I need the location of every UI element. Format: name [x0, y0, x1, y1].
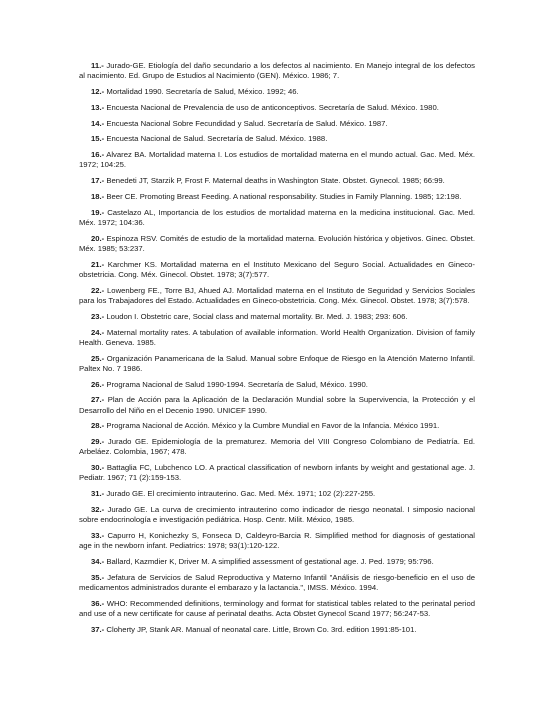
reference-number: 30.- — [91, 463, 105, 473]
reference-text: Jurado GE. El crecimiento intrauterino. Gac. Med. Méx. 1971; 102 (2):227-255. — [106, 489, 376, 499]
reference-text: Programa Nacional de Acción. México y la Cumbre Mundial en Favor de la Infancia. México 1991. — [106, 421, 440, 431]
reference-item — [79, 312, 475, 322]
reference-item — [79, 286, 475, 306]
reference-number: 15.- — [91, 134, 105, 144]
reference-text: Jurado GE. La curva de crecimiento intrauterino como indicador de riesgo neonatal. I simposio nacional sobre endocrinología e investigación pediátrica. Hosp. Centr. Milit. México, 1985. — [79, 504, 475, 525]
reference-number: 26.- — [91, 379, 105, 389]
reference-text: Beer CE. Promoting Breast Feeding. A national responsability. Studies in Family Planning. 1985; 12:198. — [106, 191, 462, 201]
reference-number: 12.- — [91, 87, 105, 96]
reference-item — [79, 463, 475, 483]
reference-item — [79, 531, 475, 551]
reference-text: Loudon I. Obstetric care, Social class and maternal mortality. Br. Med. J. 1983; 293: 606. — [106, 311, 408, 321]
reference-text: Maternal mortality rates. A tabulation of available information. World Health Organization. Division of family Health. Geneva. 1985. — [79, 327, 475, 347]
reference-number: 27.- — [91, 395, 105, 405]
reference-item — [79, 192, 475, 202]
reference-number: 14.- — [91, 118, 105, 128]
reference-number: 29.- — [91, 437, 105, 447]
reference-text: Programa Nacional de Salud 1990-1994. Secretaría de Salud, México. 1990. — [106, 379, 368, 389]
reference-text: Encuesta Nacional de Salud. Secretaría de Salud. México. 1988. — [106, 134, 328, 144]
reference-item — [79, 489, 475, 499]
reference-number: 35.- — [91, 572, 105, 582]
reference-number: 34.- — [91, 556, 105, 566]
reference-text: Mortalidad 1990. Secretaría de Salud, México. 1992; 46. — [106, 87, 299, 96]
reference-number: 33.- — [91, 530, 105, 540]
reference-item — [79, 557, 475, 567]
reference-text: Jefatura de Servicios de Salud Reproductiva y Materno Infantil "Análisis de riesgo-beneficio en el uso de medicamentos administrados durante el embarazo y la lactancia.", IMSS. México. 1994. — [79, 572, 476, 592]
reference-item — [79, 505, 475, 525]
reference-text: Battaglia FC, Lubchenco LO. A practical classification of newborn infants by weight and gestational age. J. Pediatr. 1967; 71 (2):159-153. — [79, 463, 476, 483]
reference-item — [79, 134, 475, 144]
reference-number: 21.- — [91, 259, 105, 269]
reference-number: 13.- — [91, 102, 105, 112]
reference-text: Benedeti JT, Starzik P, Frost F. Maternal deaths in Washington State. Obstet. Gynecol. 1985; 66:99. — [106, 176, 445, 186]
reference-text: Plan de Acción para la Aplicación de la Declaración Mundial sobre la Supervivencia, la Protección y el Desarrollo del Niño en el Decenio 1990. UNICEF 1990. — [79, 395, 475, 415]
reference-number: 31.- — [91, 489, 105, 499]
reference-text: Cloherty JP, Stank AR. Manual of neonatal care. Little, Brown Co. 3rd. edition 1991:85-101. — [106, 624, 417, 634]
reference-item — [79, 208, 475, 228]
reference-item — [79, 437, 475, 457]
reference-text: Capurro H, Konichezky S, Fonseca D, Caldeyro-Barcia R. Simplified method for diagnosis of gestational age in the newborn infant. Pediatrics: 1978; 93(1):120-122. — [79, 530, 475, 551]
reference-item — [79, 150, 475, 170]
reference-text: Jurado-GE. Etiología del daño secundario a los defectos al nacimiento. En Manejo integral de los defectos al nacimiento. Ed. Grupo de Estudios al Nacimiento (GEN). México. 1986; 7. — [79, 61, 475, 81]
reference-item — [79, 176, 475, 186]
reference-number: 24.- — [91, 327, 105, 337]
reference-item — [79, 395, 475, 415]
reference-text: Castelazo AL, Importancia de los estudios de mortalidad materna en la medicina institucional. Gac. Med. Méx. 1972; 104:36. — [79, 207, 475, 227]
reference-text: Karchmer KS. Mortalidad materna en el Instituto Mexicano del Seguro Social. Actualidades en Gineco-obstetricia. Cong. Méx. Ginecol. Obstet. 1978; 3(7):577. — [79, 259, 475, 279]
reference-text: Espinoza RSV. Comités de estudio de la mortalidad materna. Evolución histórica y objetivos. Ginec. Obstet. Méx. 1985; 53:237. — [79, 233, 475, 253]
reference-item — [79, 119, 475, 129]
reference-text: Organización Panamericana de la Salud. Manual sobre Enfoque de Riesgo en la Atención Materno Infantil. Paltex No. 7 1986. — [79, 353, 475, 373]
reference-number: 19.- — [91, 207, 105, 217]
reference-number: 11.- — [91, 61, 104, 70]
reference-list — [79, 61, 475, 641]
reference-item — [79, 573, 475, 593]
reference-number: 22.- — [91, 285, 105, 295]
reference-item — [79, 87, 475, 97]
reference-number: 20.- — [91, 233, 105, 243]
reference-number: 37.- — [91, 624, 105, 634]
reference-item — [79, 103, 475, 113]
reference-number: 28.- — [91, 421, 105, 431]
reference-item — [79, 260, 475, 280]
reference-item — [79, 421, 475, 431]
reference-item — [79, 380, 475, 390]
reference-number: 36.- — [91, 598, 105, 608]
reference-item — [79, 61, 475, 81]
reference-text: Alvarez BA. Mortalidad materna I. Los estudios de mortalidad materna en el mundo actual. Gac. Med. Méx. 1972; 104:25. — [79, 150, 475, 170]
reference-number: 32.- — [91, 504, 105, 514]
reference-text: Encuesta Nacional Sobre Fecundidad y Salud. Secretaría de Salud. México. 1987. — [106, 118, 388, 128]
reference-item — [79, 625, 475, 635]
reference-number: 18.- — [91, 191, 105, 201]
reference-text: WHO: Recommended definitions, terminology and format for statistical tables related to the perinatal period and use of a new certificate for cause af perinatal deaths. Acta Obstet Gynecol Scand 1977; 56:247-53. — [79, 598, 475, 618]
reference-item — [79, 328, 475, 348]
reference-text: Lowenberg FE., Torre BJ, Ahued AJ. Mortalidad materna en el Instituto de Seguridad y Servicios Sociales para los Trabajadores del Estado. Actualidades en Gineco-obstetricia. Cong. Méx. Ginecol. Obstet. 1978; 3(7):578. — [79, 285, 476, 305]
reference-number: 23.- — [91, 311, 105, 321]
reference-number: 25.- — [91, 353, 105, 363]
reference-text: Encuesta Nacional de Prevalencia de uso de anticonceptivos. Secretaría de Salud. México. 1980. — [106, 102, 439, 112]
reference-number: 16.- — [91, 150, 105, 160]
reference-text: Jurado GE. Epidemiología de la prematurez. Memoria del VIII Congreso Colombiano de Pediatría. Ed. Arbeláez. Colombia, 1967; 478. — [79, 437, 475, 457]
reference-item — [79, 234, 475, 254]
reference-text: Ballard, Kazmdier K, Driver M. A simplified assessment of gestational age. J. Ped. 1979; 95:796. — [106, 556, 434, 566]
reference-item — [79, 354, 475, 374]
reference-item — [79, 599, 475, 619]
reference-number: 17.- — [91, 176, 105, 186]
